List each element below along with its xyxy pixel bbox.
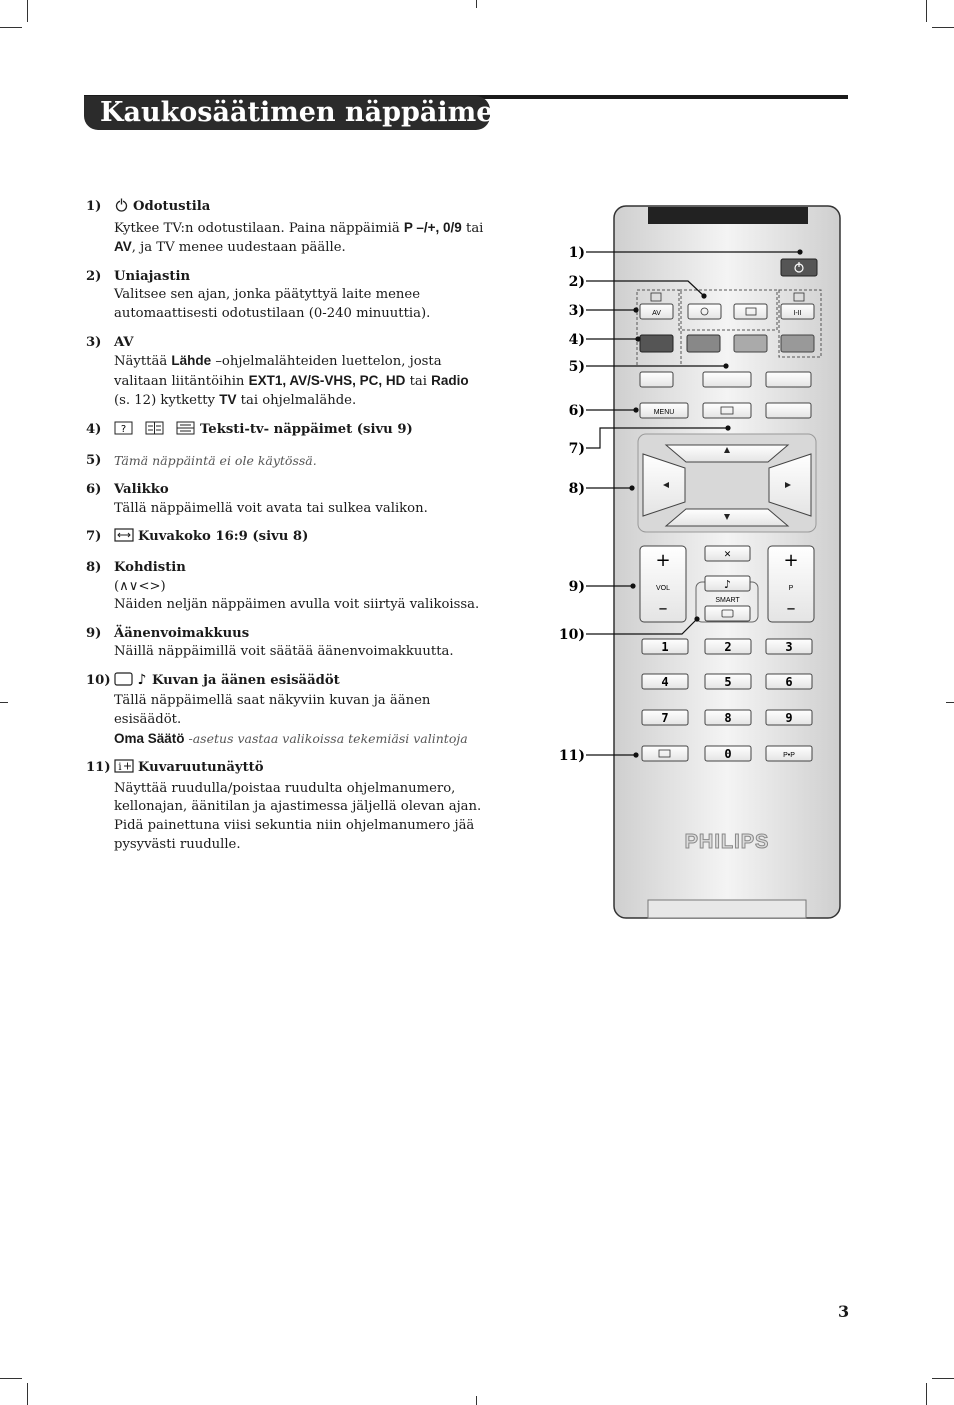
svg-text:♪: ♪: [137, 671, 147, 686]
callout-label: 1): [568, 245, 585, 261]
key-item: [86, 334, 486, 411]
crop-mark: [476, 0, 477, 8]
item-heading: Uniajastin: [114, 268, 191, 284]
item-number: 10): [86, 672, 111, 688]
callout-dot: [723, 363, 728, 368]
format-16-9-button[interactable]: [703, 403, 751, 418]
callout-label: 2): [568, 274, 585, 290]
teletext-on-off-button[interactable]: [734, 304, 767, 319]
callout-dot: [630, 583, 635, 588]
item-description: Tämä näppäintä ei ole käytössä.: [114, 452, 317, 468]
info-icon: [114, 759, 134, 780]
item-number: 4): [86, 421, 102, 437]
svg-text:1: 1: [661, 640, 669, 654]
crop-mark: [0, 1378, 22, 1379]
smart-label: SMART: [715, 597, 740, 604]
key-item: [86, 481, 486, 518]
callout-label: 11): [558, 748, 585, 764]
svg-text:–: –: [658, 598, 668, 619]
green-button[interactable]: [687, 335, 720, 352]
index-button[interactable]: [640, 372, 673, 387]
key-item: [86, 625, 486, 662]
key-item: [86, 421, 486, 442]
digit-0-button[interactable]: [705, 746, 751, 761]
crop-mark: [932, 27, 954, 28]
callout-label: 5): [568, 359, 585, 375]
digit-7-button[interactable]: [642, 710, 688, 725]
digit-5-button[interactable]: [705, 674, 751, 689]
item-heading: Kuvakoko 16:9 (sivu 8): [138, 529, 309, 545]
crop-mark: [926, 1383, 927, 1405]
crop-mark: [476, 1396, 477, 1405]
item-heading: Odotustila: [133, 199, 211, 214]
callout-label: 6): [568, 403, 585, 419]
item-number: 9): [86, 625, 102, 641]
item-number: 2): [86, 268, 102, 284]
crop-mark: [926, 0, 927, 22]
callout-label: 3): [568, 303, 585, 319]
power-button[interactable]: [781, 259, 817, 276]
svg-text:♪: ♪: [723, 578, 732, 591]
svg-text:6: 6: [785, 675, 793, 689]
item-description: [114, 421, 486, 442]
av-label: AV: [652, 310, 661, 317]
key-item: [86, 452, 486, 472]
callout-label: 9): [568, 579, 585, 595]
callout-dot: [694, 616, 699, 621]
svg-text:4: 4: [661, 675, 669, 689]
svg-text:0: 0: [724, 747, 732, 761]
page-number: 3: [838, 1302, 850, 1321]
callout-dot: [797, 249, 802, 254]
svg-text:2: 2: [724, 640, 732, 654]
svg-text:?: ?: [120, 423, 127, 435]
callout-dot: [725, 425, 730, 430]
item-heading: Kohdistin: [114, 559, 186, 575]
callout-dot: [633, 407, 638, 412]
callout-label: 7): [568, 441, 585, 457]
digit-8-button[interactable]: [705, 710, 751, 725]
cursor-pad: [638, 434, 816, 532]
red-button[interactable]: [640, 335, 673, 352]
key-description-list: [86, 198, 486, 864]
crop-mark: [27, 0, 28, 22]
av-button[interactable]: [640, 304, 673, 319]
digit-4-button[interactable]: [642, 674, 688, 689]
philips-logo: PHILIPS: [684, 831, 770, 853]
unused-button[interactable]: [703, 372, 751, 387]
item-number: 5): [86, 452, 102, 468]
power-icon: [114, 198, 129, 219]
stereo-label: I-II: [793, 310, 802, 317]
program-rocker[interactable]: [768, 546, 814, 622]
item-number: 11): [86, 760, 111, 776]
digit-9-button[interactable]: [766, 710, 812, 725]
vol-label: VOL: [655, 585, 671, 592]
smart-sound-button[interactable]: [705, 576, 750, 591]
svg-text:+: +: [783, 550, 799, 571]
callout-label: 10): [558, 627, 585, 643]
key-item: [86, 672, 486, 749]
digit-1-button[interactable]: [642, 639, 688, 654]
svg-text:8: 8: [724, 711, 732, 725]
key-item: [86, 198, 486, 258]
item-heading: Äänenvoimakkuus: [114, 625, 250, 641]
sleep-timer-button[interactable]: [688, 304, 721, 319]
screen-format-button[interactable]: [766, 372, 811, 387]
crop-mark: [0, 702, 8, 703]
item-description: (∧∨<>) Näiden neljän näppäimen avulla voit siirtyä valikoissa.: [114, 578, 480, 613]
item-heading: AV: [114, 334, 134, 350]
item-description: Näillä näppäimillä voit säätää äänenvoimakkuutta.: [114, 644, 454, 660]
menu-label: MENU: [653, 409, 675, 416]
key-item: [86, 528, 486, 549]
callout-dot: [633, 307, 638, 312]
item-heading: Kuvan ja äänen esisäädöt: [152, 672, 340, 688]
info-button[interactable]: [642, 746, 688, 761]
item-description: Näyttää ruudulla/poistaa ruudulta ohjelmanumero, kellonajan, äänitilan ja ajastimessa jäljellä olevan ajan. Pidä painettuna viisi sekuntia niin ohjelmanumero jää pysyvästi ruudulle.: [114, 780, 482, 852]
key-item: [86, 759, 486, 854]
item-description: Näyttää Lähde –ohjelmalähteiden luettelon, josta valitaan liitäntöihin EXT1, AV/S-VHS, PC, HD tai Radio (s. 12) kytketty TV tai ohjelmalähde.: [114, 353, 469, 409]
item-description: Tällä näppäimellä saat näkyviin kuvan ja äänen esisäädöt. Oma Säätö -asetus vastaa valikoissa tekemiäsi valintoja: [114, 693, 468, 746]
pp-label: P•P: [783, 752, 795, 759]
svg-text:5: 5: [724, 675, 732, 689]
digit-6-button[interactable]: [766, 674, 812, 689]
item-description: Valitsee sen ajan, jonka päätyttyä laite menee automaattisesti odotustilaan (0-240 minuuttia).: [114, 287, 431, 321]
svg-text:3: 3: [785, 640, 793, 654]
sound-mode-button[interactable]: [781, 304, 814, 319]
svg-text:✕: ✕: [723, 550, 732, 560]
item-number: 7): [86, 529, 102, 545]
volume-rocker[interactable]: [640, 546, 686, 622]
svg-text:7: 7: [661, 711, 669, 725]
item-heading: Valikko: [114, 482, 169, 498]
callout-dot: [635, 336, 640, 341]
yellow-button[interactable]: [734, 335, 767, 352]
item-heading: Kuvaruutunäyttö: [138, 760, 264, 776]
item-number: 3): [86, 334, 102, 350]
item-number: 1): [86, 199, 102, 214]
crop-mark: [27, 1383, 28, 1405]
callout-label: 8): [568, 481, 585, 497]
blue-button[interactable]: [781, 335, 814, 352]
p-label: P: [788, 585, 794, 592]
svg-text:i: i: [118, 762, 122, 774]
key-item: [86, 559, 486, 615]
pip-button[interactable]: [766, 746, 812, 761]
menu-button[interactable]: [640, 403, 688, 418]
crop-mark: [932, 1378, 954, 1379]
callout-dot: [633, 752, 638, 757]
svg-text:9: 9: [785, 711, 793, 725]
item-heading: Teksti-tv- näppäimet (sivu 9): [200, 421, 413, 437]
item-description: [114, 528, 486, 549]
mute-button[interactable]: [705, 546, 750, 561]
crop-mark: [946, 702, 954, 703]
page-title: Kaukosäätimen näppäimet: [100, 97, 506, 128]
crop-mark: [0, 27, 22, 28]
svg-text:–: –: [786, 598, 796, 619]
key-item: [86, 268, 486, 324]
callout-dot: [701, 293, 706, 298]
teletext-button[interactable]: [766, 403, 811, 418]
picture-sound-icon: [114, 672, 148, 693]
format-icon: [114, 528, 134, 549]
digit-2-button[interactable]: [705, 639, 751, 654]
remote-control-illustration: [550, 200, 850, 925]
item-number: 6): [86, 482, 102, 498]
item-description: Tällä näppäimellä voit avata tai sulkea valikon.: [114, 500, 428, 516]
smart-picture-button[interactable]: [705, 606, 750, 621]
callout-label: 4): [568, 332, 585, 348]
item-description: Kytkee TV:n odotustilaan. Paina näppäimiä P –/+, 0/9 tai AV, ja TV menee uudestaan päälle.: [114, 219, 484, 256]
item-number: 8): [86, 559, 102, 575]
svg-text:+: +: [655, 550, 671, 571]
teletext-icons: [114, 421, 196, 442]
callout-dot: [629, 485, 634, 490]
digit-3-button[interactable]: [766, 639, 812, 654]
